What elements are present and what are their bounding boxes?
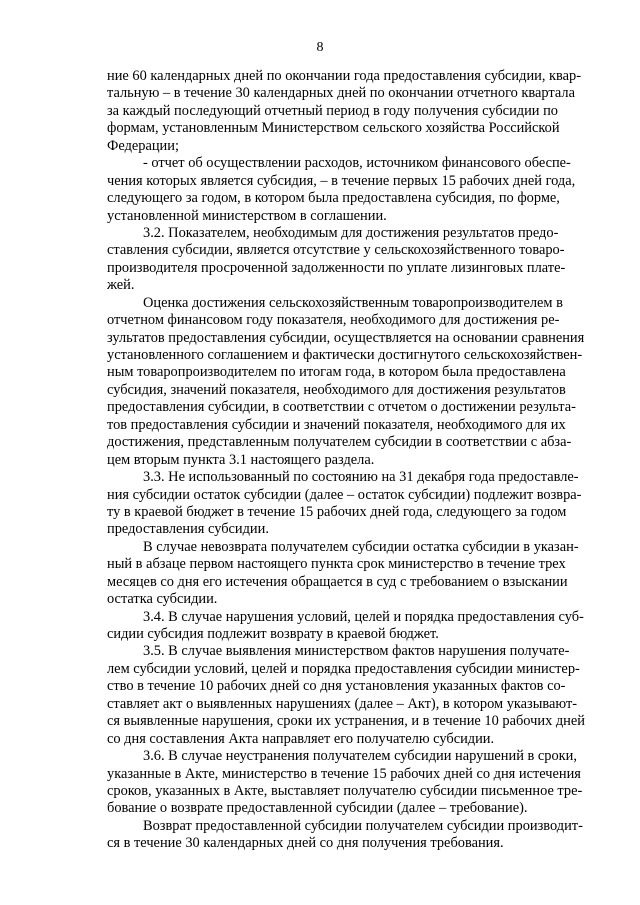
paragraph [107, 817, 583, 853]
text-line: установленного соглашением и фактически достигнутого сельскохозяйствен- [107, 347, 583, 363]
text-line: бование о возврате предоставленной субсидии (далее – требование). [107, 800, 528, 817]
text-line: формам, установленным Министерством сельского хозяйства Российской [107, 120, 560, 137]
text-line: ставляет акт о выявленных нарушениях (далее – Акт), в котором указывают- [107, 695, 578, 712]
text-line: цем вторым пункта 3.1 настоящего раздела. [107, 451, 375, 468]
text-line: указанные в Акте, министерство в течение 15 рабочих дней со дня истечения [107, 765, 581, 782]
text-line: сидии субсидия подлежит возврату в краевой бюджет. [107, 626, 439, 642]
text-line: чения которых является субсидия, – в течение первых 15 рабочих дней года, [107, 172, 576, 189]
text-line: со дня составления Акта направляет его получателю субсидии. [107, 730, 495, 747]
text-line: сроков, указанных в Акте, выставляет получателю субсидии письменное тре- [107, 782, 583, 799]
text-line: производителя просроченной задолженности по уплате лизинговых плате- [107, 259, 566, 276]
text-line: ство в течение 10 рабочих дней со дня установления указанных фактов со- [107, 678, 566, 695]
text-line: Федерации; [107, 137, 179, 154]
text-line: субсидия, значений показателя, необходимого для достижения результатов [107, 381, 566, 398]
page-number: 8 [316, 40, 324, 55]
text-line: ние 60 календарных дней по окончании года предоставления субсидии, квар- [107, 68, 582, 84]
text-line: 3.4. В случае нарушения условий, целей и порядка предоставления суб- [143, 608, 584, 625]
text-line: 3.5. В случае выявления министерством фактов нарушения получате- [143, 643, 570, 660]
paragraph [107, 224, 566, 295]
text-line: жей. [107, 277, 135, 294]
text-line: Возврат предоставленной субсидии получателем субсидии производит- [143, 817, 583, 834]
text-line: предоставления субсидии, в соответствии с отчетом о достижении результа- [107, 399, 576, 416]
text-line: 3.3. Не использованный по состоянию на 31 декабря года предоставле- [143, 469, 579, 486]
text-line: ся в течение 30 календарных дней со дня получения требования. [107, 835, 504, 852]
text-line: остатка субсидии. [107, 591, 218, 608]
text-line: следующего за годом, в котором была предоставлена субсидия, по форме, [107, 190, 560, 207]
text-line: месяцев со дня его истечения обращается в суд с требованием о взыскании [107, 573, 568, 590]
paragraph [107, 155, 576, 225]
text-line: В случае невозврата получателем субсидии остатка субсидии в указан- [143, 538, 579, 555]
paragraph [107, 608, 584, 644]
text-line: ным товаропроизводителем по итогам года, в котором была предоставлена [107, 364, 566, 381]
text-line: отчетном финансовом году показателя, необходимого для достижения ре- [107, 312, 560, 329]
document-body [107, 68, 585, 853]
text-line: 3.6. В случае неустранения получателем субсидии нарушений в сроки, [143, 748, 577, 765]
text-line: достижения, представленным получателем субсидии в соответствии с абза- [107, 434, 572, 451]
paragraph [107, 68, 582, 155]
text-line: ставления субсидии, является отсутствие у сельскохозяйственного товаро- [107, 242, 565, 259]
text-line: за каждый последующий отчетный период в году получения субсидии по [107, 102, 558, 119]
text-line: 3.2. Показателем, необходимым для достижения результатов предо- [143, 224, 559, 241]
text-line: Оценка достижения сельскохозяйственным товаропроизводителем в [143, 294, 563, 311]
text-line: лем субсидии условий, целей и порядка предоставления субсидии министер- [107, 660, 580, 677]
paragraph [107, 748, 583, 818]
text-line: тов предоставления субсидии и значений показателя, необходимого для их [107, 416, 566, 433]
paragraph [107, 469, 582, 539]
text-line: ся выявленные нарушения, сроки их устранения, и в течение 10 рабочих дней [107, 713, 585, 730]
text-line: - отчет об осуществлении расходов, источником финансового обеспе- [143, 155, 571, 172]
text-line: предоставления субсидии. [107, 521, 269, 538]
text-line: ния субсидии остаток субсидии (далее – остаток субсидии) подлежит возвра- [107, 486, 582, 503]
paragraph [107, 643, 585, 748]
paragraph [107, 294, 585, 469]
text-line: установленной министерством в соглашении. [107, 207, 387, 224]
text-line: зультатов предоставления субсидии, осуществляется на основании сравнения [107, 329, 585, 346]
text-line: ту в краевой бюджет в течение 15 рабочих дней года, следующего за годом [107, 503, 567, 520]
text-line: ный в абзаце первом настоящего пункта срок министерство в течение трех [107, 556, 566, 573]
paragraph [107, 538, 579, 609]
text-line: тальную – в течение 30 календарных дней по окончании отчетного квартала [107, 85, 575, 102]
